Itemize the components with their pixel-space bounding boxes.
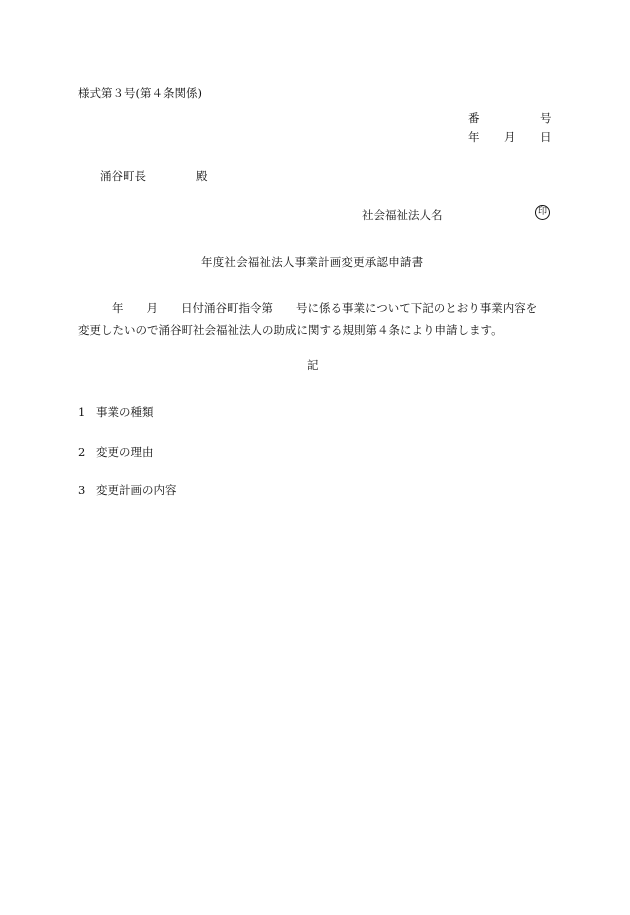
number-label: 番 (468, 111, 480, 125)
item-number: 3 (78, 483, 86, 497)
body-line-2: 変更したいので涌谷町社会福祉法人の助成に関する規則第４条により申請します。 (78, 323, 503, 337)
seal-mark: 印 (535, 205, 550, 220)
date-month-label: 月 (504, 130, 516, 144)
item-number: 2 (78, 445, 86, 459)
ki-heading: 記 (307, 358, 319, 372)
list-item (78, 483, 177, 497)
body-paragraph (78, 297, 553, 341)
item-label: 事業の種類 (96, 405, 154, 419)
number-suffix: 号 (540, 111, 552, 125)
body-line-1 (78, 297, 553, 319)
body-segment-2: 号に係る事業について下記のとおり事業内容を (296, 301, 538, 315)
addressee: 涌谷町長 (100, 169, 146, 183)
body-year: 年 (112, 301, 124, 315)
item-number: 1 (78, 405, 86, 419)
applicant-label: 社会福祉法人名 (362, 208, 443, 222)
document-title: 年度社会福祉法人事業計画変更承認申請書 (201, 255, 424, 269)
honorific: 殿 (196, 169, 208, 183)
date-day-label: 日 (540, 130, 552, 144)
date-year-label: 年 (468, 130, 480, 144)
form-label: 様式第３号(第４条関係) (78, 86, 202, 100)
body-month: 月 (146, 301, 158, 315)
body-segment-1: 日付涌谷町指令第 (181, 301, 273, 315)
list-item (78, 445, 154, 459)
item-label: 変更の理由 (96, 445, 154, 459)
item-label: 変更計画の内容 (96, 483, 177, 497)
list-item (78, 405, 154, 419)
